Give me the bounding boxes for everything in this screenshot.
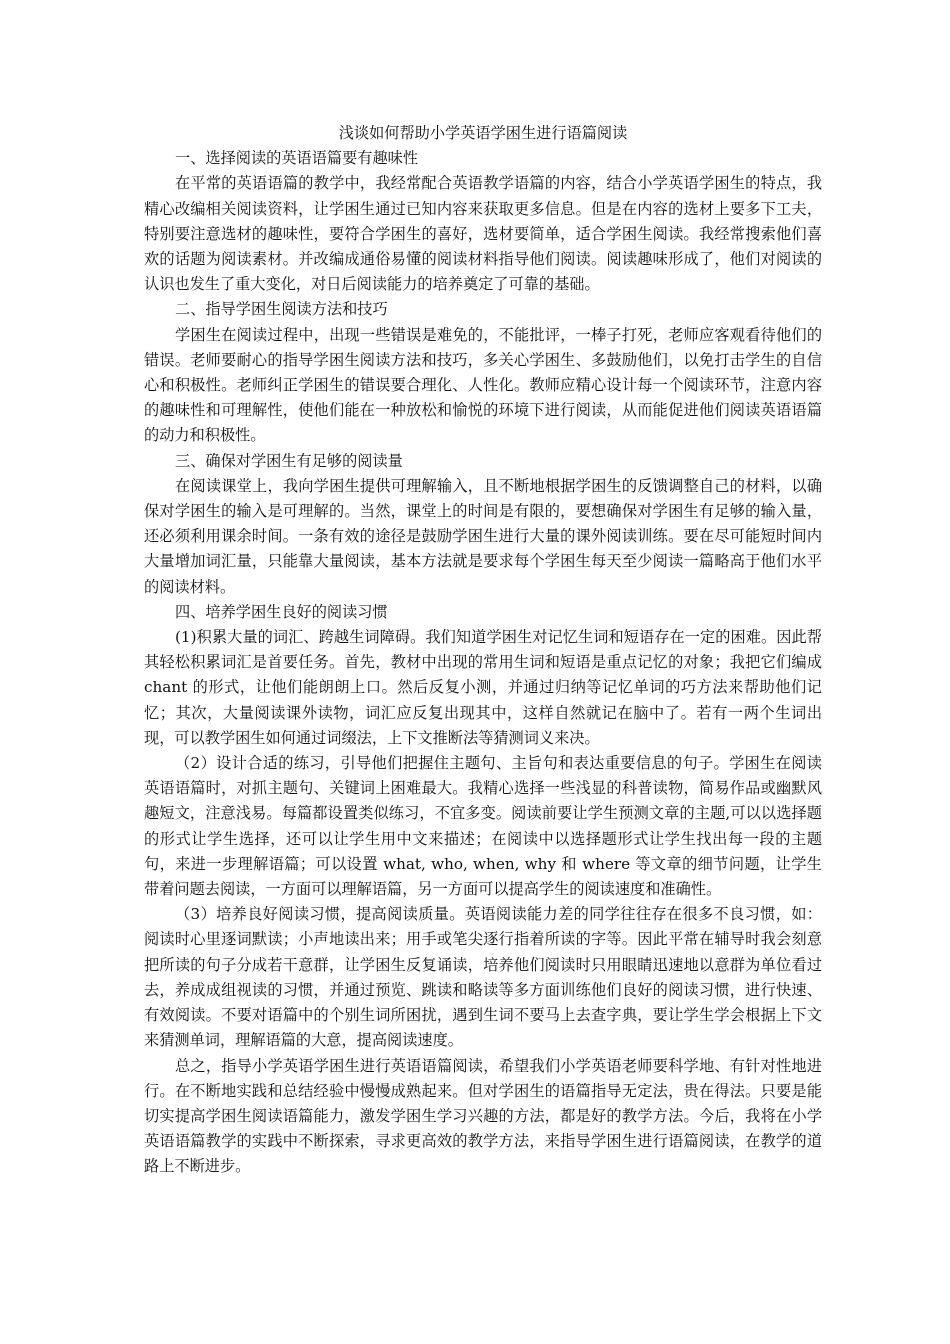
document-page [144, 121, 822, 1180]
section-4-paragraph-2: （2）设计合适的练习，引导他们把握住主题句、主旨句和表达重要信息的句子。学困生在阅读英语语篇时，对抓主题句、关键词上困难最大。我精心选择一些浅显的科普读物，简易作品或幽默风趣短文，注意浅易。每篇都设置类似练习，不宜多变。阅读前要让学生预测文章的主题,可以以选择题的形式让学生选择，还可以让学生用中文来描述；在阅读中以选择题形式让学生找出每一段的主题句，来进一步理解语篇；可以设置 what, who, when, why 和 where 等文章的细节问题，让学生带着问题去阅读，一方面可以理解语篇，另一方面可以提高学生的阅读速度和准确性。 [144, 754, 822, 899]
section-3-paragraph-1: 在阅读课堂上，我向学困生提供可理解输入，且不断地根据学困生的反馈调整自己的材料，以确保对学困生的输入是可理解的。当然，课堂上的时间是有限的，要想确保对学困生有足够的输入量，还必须利用课余时间。一条有效的途径是鼓励学困生进行大量的课外阅读训练。要在尽可能短时间内大量增加词汇量，只能靠大量阅读，基本方法就是要求每个学困生每天至少阅读一篇略高于他们水平的阅读材料。 [144, 476, 822, 596]
section-3-heading: 三、确保对学困生有足够的阅读量 [175, 451, 403, 470]
section-4-paragraph-3: （3）培养良好阅读习惯，提高阅读质量。英语阅读能力差的同学往往存在很多不良习惯，如：阅读时心里逐词默读；小声地读出来；用手或笔尖逐行指着所读的字等。因此平常在辅导时我会刻意把所读的句子分成若干意群，让学困生反复诵读，培养他们阅读时只用眼睛迅速地以意群为单位看过去，养成成组视读的习惯，并通过预览、跳读和略读等多方面训练他们良好的阅读习惯，进行快速、有效阅读。不要对语篇中的个别生词所困扰，遇到生词不要马上去查字典，要让学生学会根据上下文来猜测单词，理解语篇的大意，提高阅读速度。 [144, 905, 822, 1050]
section-1-paragraph-1: 在平常的英语语篇的教学中，我经常配合英语教学语篇的内容，结合小学英语学困生的特点，我精心改编相关阅读资料，让学困生通过已知内容来获取更多信息。但是在内容的选材上要多下工夫，特别要注意选材的趣味性，要符合学困生的喜好，选材要简单，适合学困生阅读。我经常搜索他们喜欢的话题为阅读素材。并改编成通俗易懂的阅读材料指导他们阅读。阅读趣味形成了，他们对阅读的认识也发生了重大变化，对日后阅读能力的培养奠定了可靠的基础。 [144, 174, 822, 294]
document-title: 浅谈如何帮助小学英语学困生进行语篇阅读 [338, 124, 628, 142]
section-4-heading: 四、培养学困生良好的阅读习惯 [175, 602, 388, 621]
conclusion-paragraph: 总之，指导小学英语学困生进行英语语篇阅读，希望我们小学英语老师要科学地、有针对性地进行。在不断地实践和总结经验中慢慢成熟起来。但对学困生的语篇指导无定法，贵在得法。只要是能切实提高学困生阅读语篇能力，激发学困生学习兴趣的方法，都是好的教学方法。今后，我将在小学英语语篇教学的实践中不断探索，寻求更高效的教学方法，来指导学困生进行语篇阅读，在教学的道路上不断进步。 [144, 1056, 822, 1176]
section-2-heading: 二、指导学困生阅读方法和技巧 [175, 300, 388, 319]
section-2-paragraph-1: 学困生在阅读过程中，出现一些错误是难免的，不能批评，一棒子打死，老师应客观看待他们的错误。老师要耐心的指导学困生阅读方法和技巧，多关心学困生、多鼓励他们，以免打击学生的自信心和积极性。老师纠正学困生的错误要合理化、人性化。教师应精心设计每一个阅读环节，注意内容的趣味性和可理解性，使他们能在一种放松和愉悦的环境下进行阅读，从而能促进他们阅读英语语篇的动力和积极性。 [144, 325, 822, 445]
section-1-heading: 一、选择阅读的英语语篇要有趣味性 [175, 149, 418, 168]
section-4-paragraph-1: (1)积累大量的词汇、跨越生词障碍。我们知道学困生对记忆生词和短语存在一定的困难。因此帮其轻松积累词汇是首要任务。首先，教材中出现的常用生词和短语是重点记忆的对象；我把它们编成 chant 的形式，让他们能朗朗上口。然后反复小测，并通过归纳等记忆单词的巧方法来帮助他们记忆；其次，大量阅读课外读物，词汇应反复出现其中，这样自然就记在脑中了。若有一两个生词出现，可以教学困生如何通过词缀法，上下文推断法等猜测词义来决。 [144, 628, 822, 747]
